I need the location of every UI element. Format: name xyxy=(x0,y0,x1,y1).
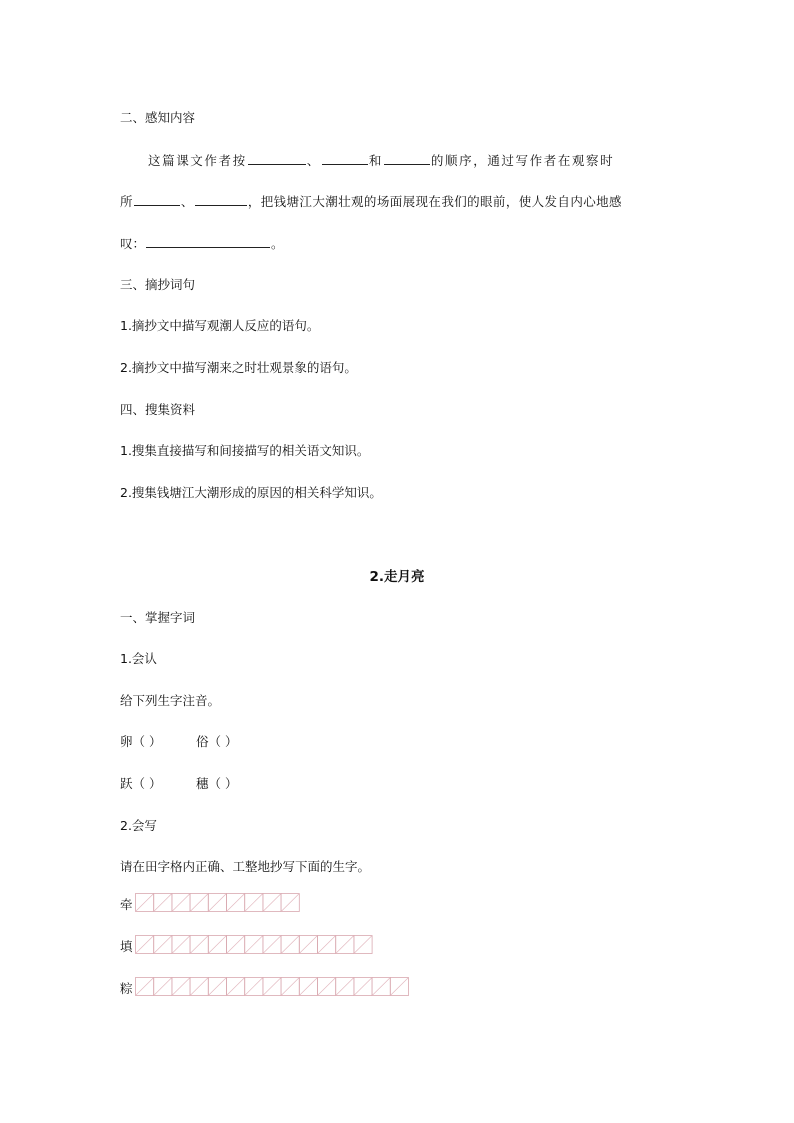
para-text: 所 xyxy=(120,194,133,209)
blank-field[interactable] xyxy=(134,193,180,206)
grid-cell-diagonal xyxy=(136,936,154,954)
fill-blank-paragraph-line1 xyxy=(148,152,614,169)
para-text: 的顺序，通过写作者在观察时 xyxy=(430,153,615,168)
grid-cell-diagonal xyxy=(208,936,226,954)
para-text: 叹： xyxy=(120,236,146,251)
section-heading-excerpt: 三、摘抄词句 xyxy=(120,277,196,292)
grid-cell-diagonal xyxy=(208,894,226,912)
pinyin-row xyxy=(120,734,237,750)
grid-cell-diagonal xyxy=(227,894,245,912)
grid-cell-diagonal xyxy=(299,936,317,954)
pinyin-row xyxy=(120,776,237,792)
grid-cell-diagonal xyxy=(245,936,263,954)
section-heading-words: 一、掌握字词 xyxy=(120,610,196,625)
grid-cell-diagonal xyxy=(172,936,190,954)
grid-cell-diagonal xyxy=(354,936,372,954)
fill-blank-paragraph-line3 xyxy=(120,235,284,252)
list-item: 2.搜集钱塘江大潮形成的原因的相关科学知识。 xyxy=(120,485,382,500)
section-heading-collect: 四、搜集资料 xyxy=(120,402,196,417)
grid-cell-diagonal xyxy=(263,894,281,912)
para-text: 这篇课文作者按 xyxy=(148,153,247,168)
grid-cell-diagonal xyxy=(354,978,372,996)
list-item: 1.搜集直接描写和间接描写的相关语文知识。 xyxy=(120,443,370,458)
grid-cell-diagonal xyxy=(227,978,245,996)
grid-cell-diagonal xyxy=(208,978,226,996)
section-heading-perceive: 二、感知内容 xyxy=(120,110,196,125)
para-text: 和 xyxy=(368,153,383,168)
writing-char-label: 粽 xyxy=(120,981,133,996)
grid-cell-diagonal xyxy=(154,894,172,912)
separator: 、 xyxy=(180,194,194,209)
pinyin-item[interactable]: 穗（ ） xyxy=(196,776,238,791)
lesson-title: 2.走月亮 xyxy=(369,569,425,585)
list-item: 1.摘抄文中描写观潮人反应的语句。 xyxy=(120,318,320,333)
grid-cell-diagonal xyxy=(372,978,390,996)
pinyin-item[interactable]: 俗（ ） xyxy=(196,734,238,749)
grid-cell-diagonal xyxy=(263,936,281,954)
grid-cell-diagonal xyxy=(281,936,299,954)
separator: 、 xyxy=(306,153,321,168)
pinyin-item[interactable]: 跃（ ） xyxy=(120,776,162,791)
grid-cell-diagonal xyxy=(172,894,190,912)
grid-cell-diagonal xyxy=(336,936,354,954)
grid-cell-diagonal xyxy=(299,978,317,996)
writing-char-label: 牵 xyxy=(120,897,133,912)
fill-blank-paragraph-line2 xyxy=(120,193,622,210)
grid-cell-diagonal xyxy=(136,978,154,996)
blank-field[interactable] xyxy=(195,193,247,206)
writing-char-label: 填 xyxy=(120,939,133,954)
grid-cell-diagonal xyxy=(136,894,154,912)
tianzige-svg xyxy=(135,935,373,954)
grid-cell-diagonal xyxy=(390,978,408,996)
blank-field[interactable] xyxy=(384,152,430,165)
grid-cell-diagonal xyxy=(190,894,208,912)
grid-cell-diagonal xyxy=(336,978,354,996)
grid-cell-diagonal xyxy=(281,894,299,912)
tianzige-grid[interactable] xyxy=(135,935,373,953)
para-text: 。 xyxy=(271,236,284,251)
grid-cell-diagonal xyxy=(318,936,336,954)
grid-cell-diagonal xyxy=(154,936,172,954)
grid-cell-diagonal xyxy=(263,978,281,996)
instruction-pinyin: 给下列生字注音。 xyxy=(120,693,221,708)
grid-cell-diagonal xyxy=(245,894,263,912)
grid-cell-diagonal xyxy=(245,978,263,996)
grid-cell-diagonal xyxy=(190,936,208,954)
instruction-write: 请在田字格内正确、工整地抄写下面的生字。 xyxy=(120,859,371,874)
grid-cell-diagonal xyxy=(227,936,245,954)
blank-field[interactable] xyxy=(248,152,306,165)
subheading-write: 2.会写 xyxy=(120,818,157,833)
subheading-recognize: 1.会认 xyxy=(120,651,157,666)
grid-cell-diagonal xyxy=(190,978,208,996)
grid-cell-diagonal xyxy=(281,978,299,996)
grid-cell-diagonal xyxy=(172,978,190,996)
pinyin-item[interactable]: 卵（ ） xyxy=(120,734,162,749)
blank-field[interactable] xyxy=(322,152,368,165)
tianzige-grid[interactable] xyxy=(135,893,300,911)
para-text: ，把钱塘江大潮壮观的场面展现在我们的眼前，使人发自内心地感 xyxy=(247,194,622,209)
tianzige-svg xyxy=(135,893,300,912)
tianzige-svg xyxy=(135,977,409,996)
grid-cell-diagonal xyxy=(318,978,336,996)
grid-cell-diagonal xyxy=(154,978,172,996)
list-item: 2.摘抄文中描写潮来之时壮观景象的语句。 xyxy=(120,360,357,375)
blank-field[interactable] xyxy=(146,235,270,248)
tianzige-grid[interactable] xyxy=(135,977,409,995)
